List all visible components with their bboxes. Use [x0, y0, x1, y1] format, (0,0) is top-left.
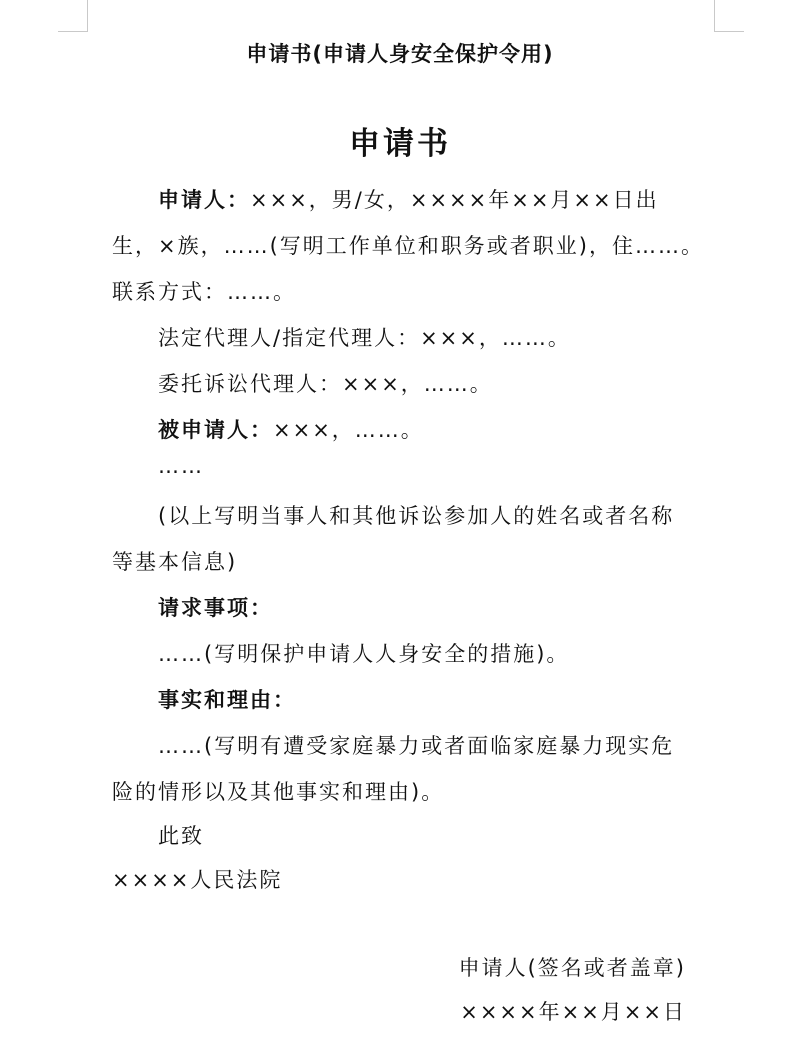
closing-salutation: 此致 — [158, 824, 204, 848]
document-title: 申请书 — [349, 126, 451, 162]
facts-line-2: 险的情形以及其他事实和理由)。 — [112, 780, 445, 804]
entrusted-agent: 委托诉讼代理人：×××，……。 — [158, 372, 493, 396]
closing-court: ××××人民法院 — [112, 868, 283, 892]
applicant-info: ×××，男/女，××××年××月××日出 — [250, 188, 659, 212]
signature-date: ××××年××月××日 — [460, 1000, 686, 1024]
respondent-info: ×××，……。 — [273, 418, 424, 442]
respondent-label: 被申请人： — [158, 418, 273, 442]
applicant-label: 申请人： — [158, 188, 250, 212]
facts-heading: 事实和理由： — [158, 688, 296, 712]
respondent-line — [158, 414, 424, 444]
applicant-line-2: 生，×族，……(写明工作单位和职务或者职业)，住……。 — [112, 234, 704, 258]
document-header: 申请书(申请人身安全保护令用) — [246, 42, 554, 66]
legal-agent: 法定代理人/指定代理人：×××，……。 — [158, 326, 571, 350]
note-line-2: 等基本信息) — [112, 550, 238, 574]
page-corner-mark-top-left — [58, 0, 88, 32]
request-heading: 请求事项： — [158, 596, 273, 620]
applicant-line-1 — [158, 184, 659, 214]
facts-line-1: ……(写明有遭受家庭暴力或者面临家庭暴力现实危 — [158, 734, 675, 758]
applicant-contact: 联系方式：……。 — [112, 280, 296, 304]
request-content: ……(写明保护申请人人身安全的措施)。 — [158, 642, 570, 666]
ellipsis-line: …… — [158, 454, 204, 478]
page-corner-mark-top-right — [714, 0, 744, 32]
note-line-1: (以上写明当事人和其他诉讼参加人的姓名或者名称 — [158, 504, 675, 528]
signature-line: 申请人(签名或者盖章) — [458, 956, 686, 980]
